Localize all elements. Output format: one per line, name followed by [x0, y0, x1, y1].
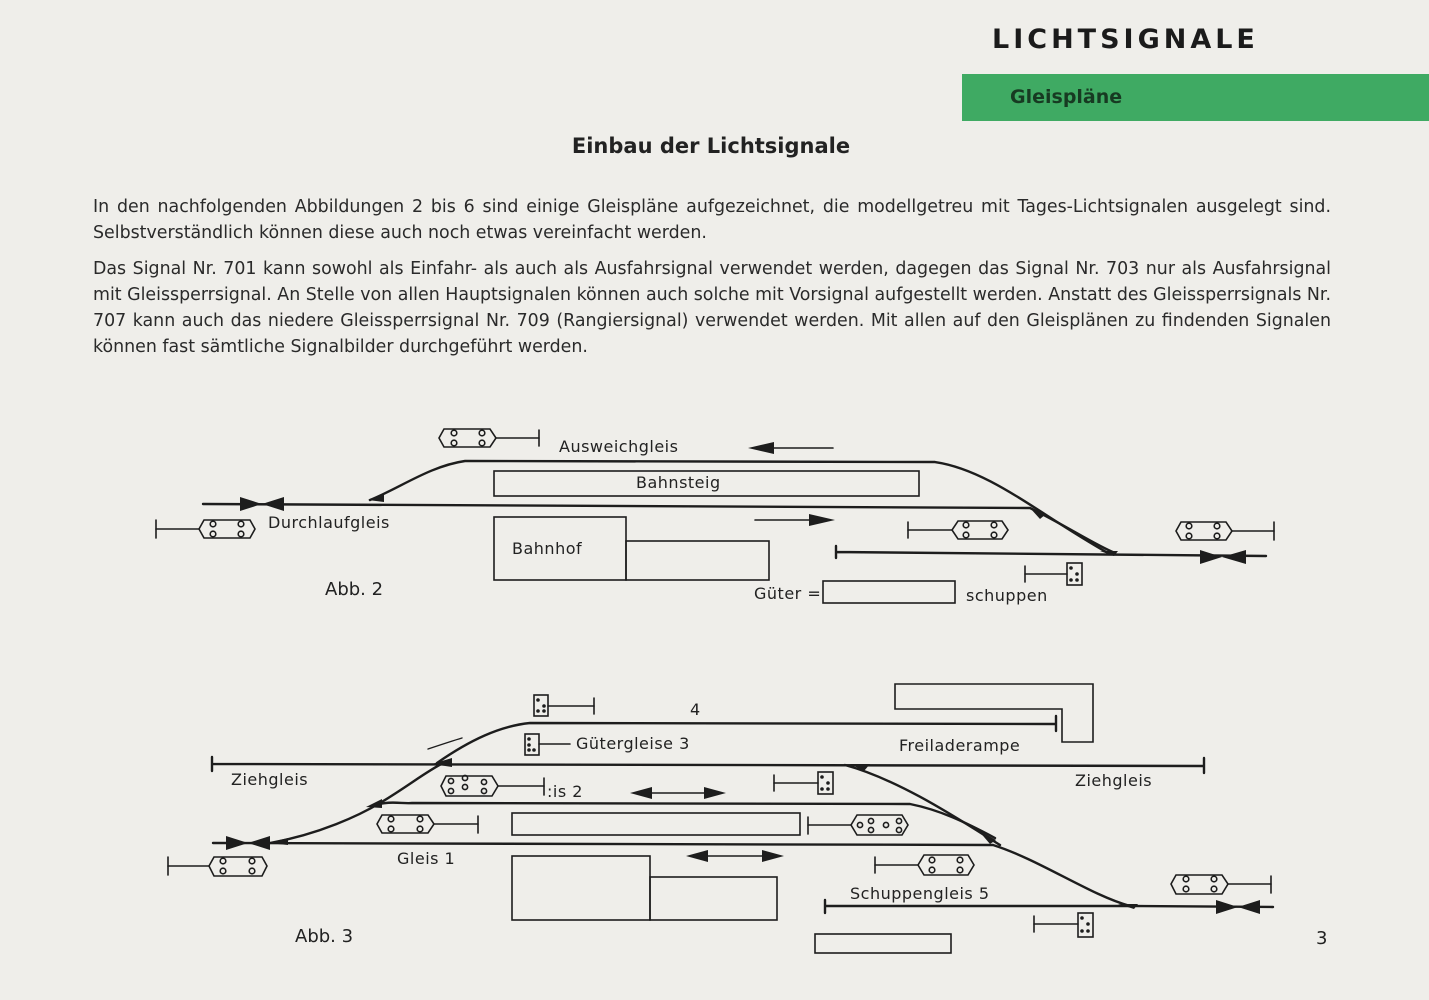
fig3-track-1	[213, 843, 1273, 907]
chapter-title: LICHTSIGNALE	[992, 24, 1259, 55]
fig2-label-schuppen: schuppen	[966, 586, 1048, 605]
fig2-signal-right	[1176, 522, 1274, 540]
fig3-signal-middle-right	[875, 855, 974, 875]
fig2-tracks	[203, 461, 1266, 558]
fig3-ziehgleis	[212, 757, 1204, 773]
fig3-goods-shed	[815, 934, 951, 953]
fig2-shunt-signal	[1025, 563, 1082, 585]
intro-paragraph: In den nachfolgenden Abbildungen 2 bis 6 sind einige Gleispläne aufgezeichnet, die modellgetreu mit Tages-Lichtsignalen ausgelegt sind. Selbstverständlich können diese auch noch etwas vereinfacht werden.	[93, 197, 1331, 243]
fig2-label-ausweichgleis: Ausweichgleis	[559, 437, 679, 456]
fig3-station-building	[512, 856, 650, 920]
fig3-label-gleis2: :is 2	[547, 782, 583, 801]
fig3-label-ziehgleis-right: Ziehgleis	[1075, 771, 1153, 790]
fig3-label-gueterglei: Gütergleise 3	[576, 734, 690, 753]
fig3-signal-left	[168, 857, 267, 876]
fig3-label-schuppengleis: Schuppengleis 5	[850, 884, 990, 903]
signal-paragraph: Das Signal Nr. 701 kann sowohl als Einfahr- als auch als Ausfahrsignal verwendet werden, dagegen das Signal Nr. 703 nur als Ausfahrsignal mit Gleissperrsignal. An Stelle von allen Hauptsignalen können auch solche mit Vorsignal aufgestellt werden. Anstatt des Gleissperrsignals Nr. 707 kann auch das niedere Gleissperrsignal Nr. 709 (Rangiersignal) verwendet werden. Mit allen auf den Gleisplänen zu findenden Signalen können fast sämtliche Signalbilder durchgeführt werden.	[93, 259, 1331, 357]
fig3-buffer-right	[1216, 900, 1260, 914]
fig2-arrowhead-right	[809, 514, 835, 526]
page-heading: Einbau der Lichtsignale	[571, 134, 851, 158]
fig3-label-gleis4: 4	[690, 700, 701, 719]
fig3-curve-mark	[428, 738, 462, 749]
fig3-platform	[512, 813, 800, 835]
fig3-loading-ramp	[895, 684, 1093, 742]
fig3-caption: Abb. 3	[295, 926, 354, 947]
fig2-goods-shed	[823, 581, 955, 603]
section-title: Gleispläne	[1010, 86, 1123, 108]
fig2-buffer-left	[240, 497, 284, 511]
fig3-signal-gleis2-top	[441, 775, 544, 796]
fig3-station-annex	[650, 877, 777, 920]
fig3-signal-gleis2-right	[808, 815, 908, 835]
fig3-buffer-left	[226, 836, 270, 850]
fig3-tracks	[212, 716, 1273, 913]
fig3-shunt-signal-right	[774, 772, 833, 794]
fig3-label-ziehgleis-left: Ziehgleis	[231, 770, 309, 789]
fig2-label-bahnhof: Bahnhof	[512, 539, 583, 558]
fig3-label-freiladerampe: Freiladerampe	[899, 736, 1021, 755]
fig2-station-annex	[626, 541, 769, 580]
fig2-label-bahnsteig: Bahnsteig	[636, 473, 721, 492]
fig2-signal-middle	[908, 521, 1008, 539]
page-number: 3	[1316, 928, 1328, 949]
fig2-signal-top	[439, 429, 539, 447]
fig3-shunt-signal-5	[1034, 913, 1093, 937]
fig2-signal-left	[156, 520, 255, 538]
fig2-buffer-right	[1200, 550, 1246, 564]
fig2-label-durchlaufgleis: Durchlaufgleis	[268, 513, 390, 532]
fig2-shunt-lamps	[1069, 566, 1079, 582]
fig2-label-gueter: Güter =	[754, 584, 822, 603]
fig3-shunt-signal-3	[525, 734, 570, 755]
fig3-label-gleis1: Gleis 1	[397, 849, 456, 868]
fig2-caption: Abb. 2	[325, 579, 384, 600]
fig2-arrowhead-left	[748, 442, 774, 454]
fig3-signal-gleis1-top	[377, 815, 478, 833]
fig3-signal-right	[1171, 875, 1271, 894]
